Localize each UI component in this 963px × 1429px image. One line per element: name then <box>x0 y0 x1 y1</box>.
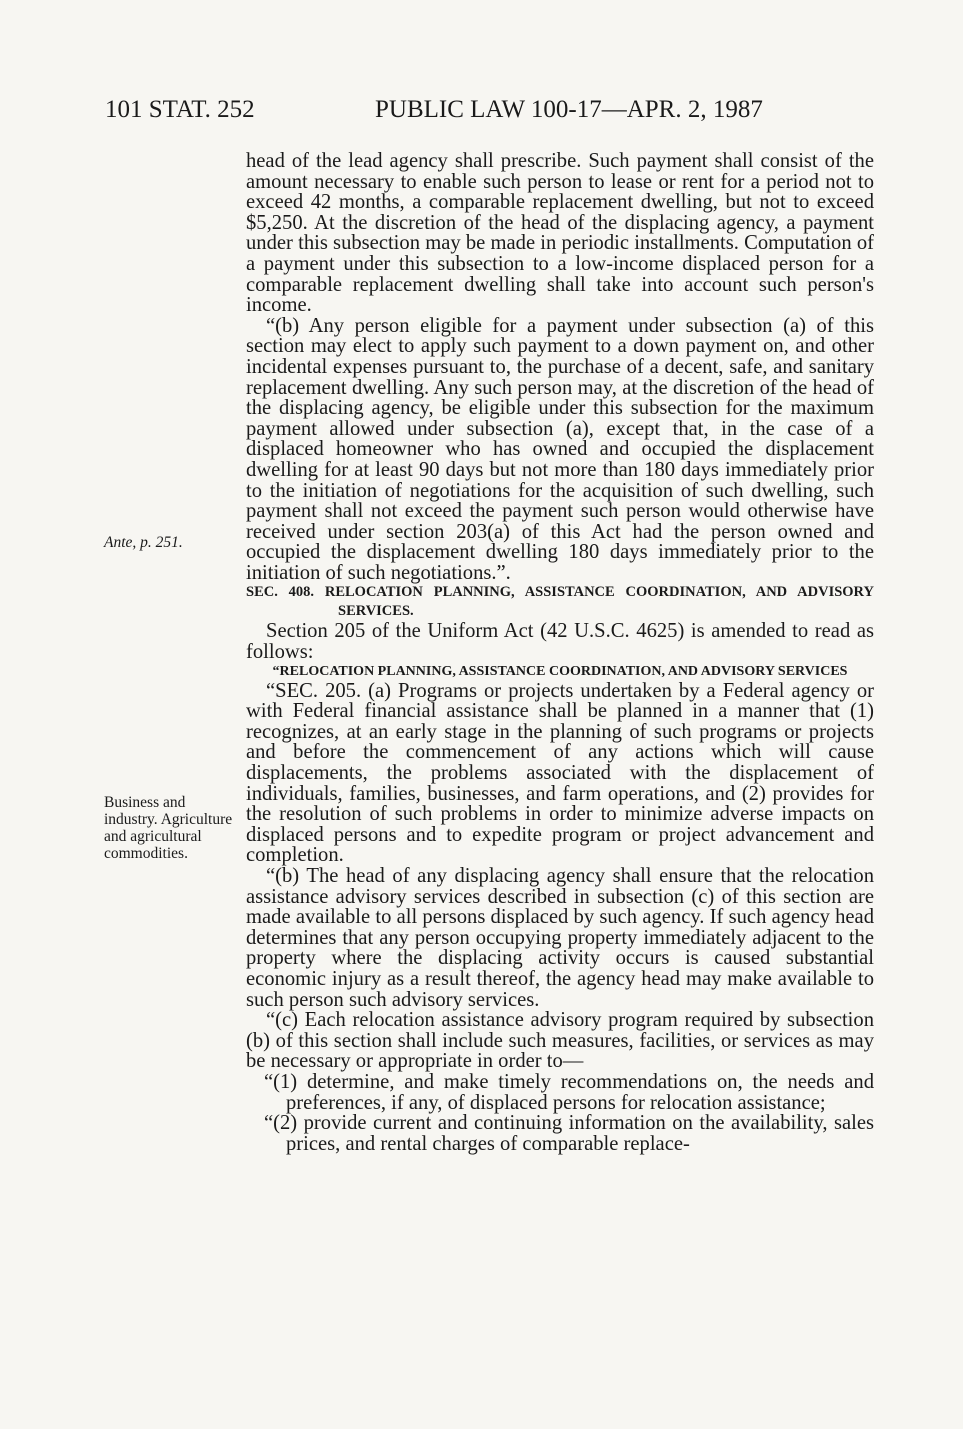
list-item-1: “(1) determine, and make timely recommendations on, the needs and preferences, if any, of displaced persons for relocation assistance; <box>264 1070 874 1114</box>
body-text <box>246 151 874 1154</box>
margin-note-ante: Ante, p. 251. <box>104 534 183 551</box>
paragraph-continued: head of the lead agency shall prescribe. Such payment shall consist of the amount necessary to enable such person to lease or rent for a period not to exceed 42 months, a comparable replacement dwelling, but not to exceed $5,250. At the discretion of the head of the displacing agency, a payment under this subsection may be made in periodic installments. Computation of a payment under this subsection to a low-income displaced person for a comparable replacement dwelling shall take into account such person's income. <box>246 150 874 317</box>
centered-section-heading: “RELOCATION PLANNING, ASSISTANCE COORDINATION, AND ADVISORY SERVICES <box>272 663 848 679</box>
paragraph-sec-205-c: “(c) Each relocation assistance advisory program required by subsection (b) of this section shall include such measures, facilities, or services as may be necessary or appropriate in order to— <box>246 1009 874 1073</box>
public-law-citation: PUBLIC LAW 100-17—APR. 2, 1987 <box>375 96 763 123</box>
paragraph-section-205-amend: Section 205 of the Uniform Act (42 U.S.C. 4625) is amended to read as follows: <box>246 620 874 664</box>
section-408-heading: SEC. 408. RELOCATION PLANNING, ASSISTANCE COORDINATION, AND ADVISORY SERVICES. <box>246 584 874 620</box>
page-header <box>105 96 865 130</box>
statute-page-number: 101 STAT. 252 <box>105 96 255 123</box>
paragraph-sec-205-b: “(b) The head of any displacing agency shall ensure that the relocation assistance advisory services described in subsection (c) of this section are made available to all persons displaced by such agency. If such agency head determines that any person occupying property immediately adjacent to the property where the displacing activity occurs is caused substantial economic injury as a result thereof, the agency head may make available to such person such advisory services. <box>246 865 874 1011</box>
paragraph-subsection-b: “(b) Any person eligible for a payment under subsection (a) of this section may elect to apply such payment to a down payment on, and other incidental expenses pursuant to, the purchase of a decent, safe, and sanitary replacement dwelling. Any such person may, at the discretion of the head of the displacing agency, be eligible under this subsection for the maximum payment allowed under subsection (a), except that, in the case of a displaced homeowner who has owned and occupied the displacement dwelling for at least 90 days but not more than 180 days immediately prior to the initiation of negotiations for the acquisition of such dwelling, such payment shall not exceed the payment such person would otherwise have received under section 203(a) of this Act had the person owned and occupied the displacement dwelling 180 days immediately prior to the initiation of such negotiations.”. <box>246 314 874 584</box>
paragraph-sec-205-a: “SEC. 205. (a) Programs or projects undertaken by a Federal agency or with Federal financial assistance shall be planned in a manner that (1) recognizes, at an early stage in the planning of such programs or projects and before the commencement of any actions which will cause displacements, the problems associated with the displacement of individuals, families, businesses, and farm operations, and (2) provides for the resolution of such problems in order to minimize adverse impacts on displaced persons and to expedite program or project advancement and completion. <box>246 679 874 867</box>
list-item-2: “(2) provide current and continuing information on the availability, sales prices, and rental charges of comparable replace- <box>264 1112 874 1155</box>
margin-note-business: Business and industry. Agriculture and agricultural commodities. <box>104 794 233 862</box>
